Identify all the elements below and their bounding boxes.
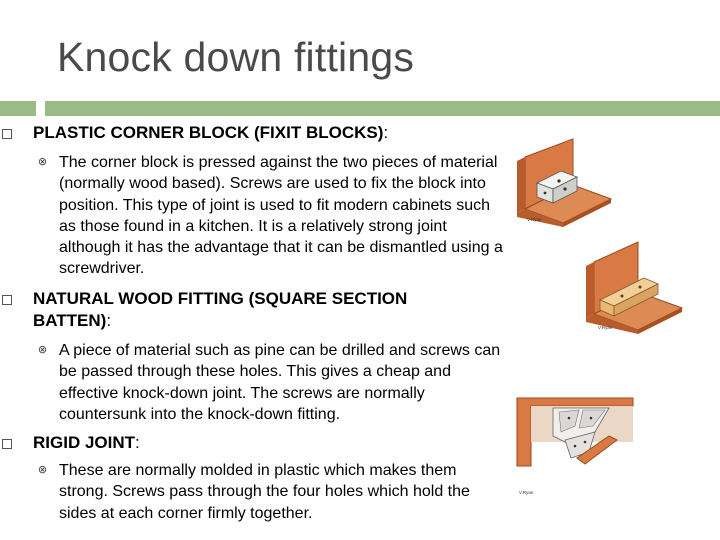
corner-block-illustration: [513, 137, 613, 229]
batten-illustration: [582, 240, 686, 336]
heading-text: RIGID JOINT: [33, 433, 136, 452]
section-detail: The corner block is pressed against the two pieces of material (normally wood based). Screws are used to fix the block into position. This type of joint is used to fit modern cabinets such as those found in a kitchen. It is a relatively strong joint although it has the advantage that it can be dismantled using a screwdriver.: [59, 154, 503, 278]
circled-x-bullet-icon: ⊗: [37, 344, 48, 356]
square-bullet-icon: [2, 439, 12, 449]
figure-caption: V.Ryan: [519, 490, 534, 495]
heading-colon: :: [135, 433, 140, 452]
section-heading: [33, 432, 503, 454]
circled-x-bullet-icon: ⊗: [37, 156, 48, 168]
heading-text: NATURAL WOOD FITTING (SQUARE SECTION BATTEN): [33, 289, 408, 330]
square-bullet-icon: [2, 295, 12, 305]
section-detail: A piece of material such as pine can be drilled and screws can be passed through these holes. This gives a cheap and effective knock-down joint. The screws are normally countersunk into the knock-down fitting.: [59, 342, 501, 423]
figure-caption: V.Ryan: [598, 325, 613, 330]
page-title: Knock down fittings: [57, 34, 415, 80]
section-heading: [33, 122, 503, 144]
square-bullet-icon: [2, 129, 12, 139]
section-heading: [33, 288, 473, 332]
heading-colon: :: [383, 123, 389, 142]
figure-caption: V.Ryan: [527, 217, 542, 222]
section-detail: These are normally molded in plastic which makes them strong. Screws pass through the four holes which hold the sides at each corner firmly together.: [59, 462, 470, 522]
rigid-joint-illustration: [513, 396, 635, 500]
heading-text: PLASTIC CORNER BLOCK (FIXIT BLOCKS): [33, 123, 384, 142]
circled-x-bullet-icon: ⊗: [37, 464, 48, 476]
heading-colon: :: [106, 311, 112, 330]
